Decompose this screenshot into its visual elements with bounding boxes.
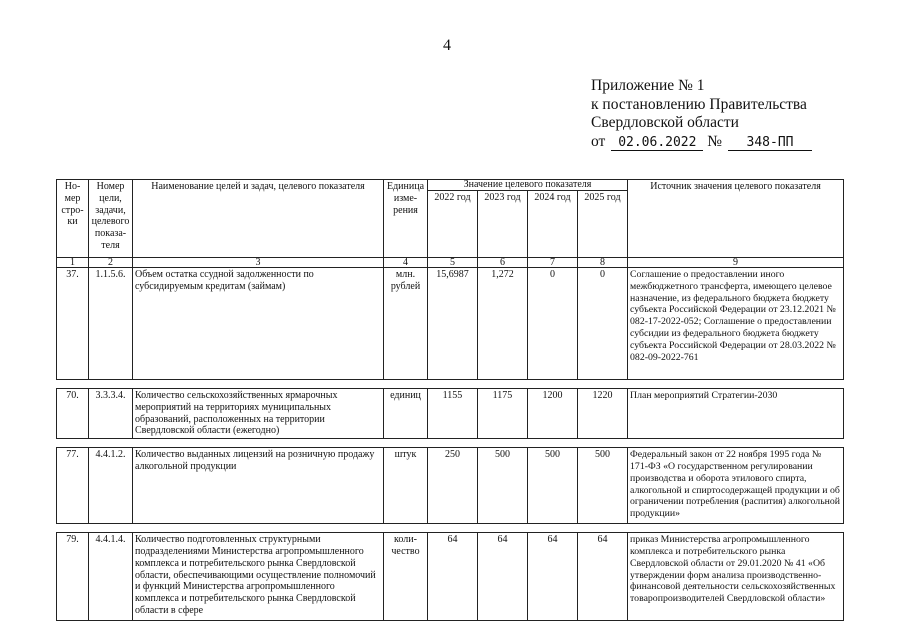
from-label: от (591, 132, 606, 150)
column-number: 3 (133, 258, 384, 268)
value-2024: 1200 (528, 389, 578, 439)
indicators-table (56, 179, 844, 621)
goal-code: 3.3.3.4. (89, 389, 133, 439)
row-number: 77. (57, 448, 89, 524)
table-row (57, 389, 844, 439)
unit: млн. рублей (384, 268, 428, 380)
header-row-number: Но-мер стро-ки (57, 180, 89, 258)
value-2022: 15,6987 (428, 268, 478, 380)
row-gap (57, 524, 844, 533)
page-number: 4 (443, 37, 451, 54)
header-row (57, 180, 844, 191)
appendix-line-3: Свердловской области (591, 114, 739, 131)
number-label: № (707, 132, 722, 150)
table-row (57, 533, 844, 621)
appendix-date-line (591, 133, 812, 152)
value-2025: 1220 (578, 389, 628, 439)
goal-code: 1.1.5.6. (89, 268, 133, 380)
source: План мероприятий Стратегии-2030 (628, 389, 844, 439)
decree-date: 02.06.2022 (611, 135, 703, 151)
value-2025: 500 (578, 448, 628, 524)
value-2022: 250 (428, 448, 478, 524)
value-2024: 500 (528, 448, 578, 524)
column-number: 6 (478, 258, 528, 268)
indicator-name: Количество сельскохозяйственных ярмарочных мероприятий на территориях муниципальных образований, расположенных на территории Свердловской области (ежегодно) (133, 389, 384, 439)
value-2023: 1,272 (478, 268, 528, 380)
column-number: 4 (384, 258, 428, 268)
value-2024: 0 (528, 268, 578, 380)
column-number: 2 (89, 258, 133, 268)
value-2022: 64 (428, 533, 478, 621)
goal-code: 4.4.1.4. (89, 533, 133, 621)
table-row (57, 268, 844, 380)
decree-number: 348-ПП (728, 135, 812, 151)
value-2024: 64 (528, 533, 578, 621)
column-number: 7 (528, 258, 578, 268)
column-numbers-row (57, 258, 844, 268)
value-2023: 500 (478, 448, 528, 524)
row-number: 79. (57, 533, 89, 621)
indicator-name: Количество подготовленных структурными подразделениями Министерства агропромышленного комплекса и потребительского рынка Свердловской области, обеспечивающими осуществление полномочий и функций Министерства агропромышленного комплекса и потребительского рынка Свердловской области в сфере (133, 533, 384, 621)
unit: единиц (384, 389, 428, 439)
source: Федеральный закон от 22 ноября 1995 года № 171-ФЗ «О государственном регулировании производства и оборота этилового спирта, алкогольной и спиртосодержащей продукции и об ограничении потребления (распития) алкогольной продукции» (628, 448, 844, 524)
header-year-2023: 2023 год (478, 191, 528, 258)
value-2023: 1175 (478, 389, 528, 439)
source: приказ Министерства агропромышленного комплекса и потребительского рынка Свердловской области от 29.01.2020 № 41 «Об утверждении форм анализа производственно-финансовой деятельности сельскохозяйственных товаропроизводителей Свердловской области» (628, 533, 844, 621)
appendix-header (591, 77, 812, 151)
value-2023: 64 (478, 533, 528, 621)
header-goal-number: Номер цели, задачи, целевого показа-теля (89, 180, 133, 258)
header-year-2022: 2022 год (428, 191, 478, 258)
table-row (57, 448, 844, 524)
row-gap (57, 439, 844, 448)
indicator-name: Объем остатка ссудной задолженности по субсидируемым кредитам (займам) (133, 268, 384, 380)
header-unit: Единица изме-рения (384, 180, 428, 258)
unit: коли-чество (384, 533, 428, 621)
value-2022: 1155 (428, 389, 478, 439)
column-number: 1 (57, 258, 89, 268)
header-year-2025: 2025 год (578, 191, 628, 258)
row-gap (57, 380, 844, 389)
header-name: Наименование целей и задач, целевого показателя (133, 180, 384, 258)
source: Соглашение о предоставлении иного межбюджетного трансферта, имеющего целевое назначение, из федерального бюджета бюджету субъекта Российской Федерации от 23.12.2021 № 082-17-2022-052; Соглашение о предоставлении субсидии из федерального бюджета бюджету субъекта Российской Федерации от 28.03.2022 № 082-09-2022-761 (628, 268, 844, 380)
header-year-2024: 2024 год (528, 191, 578, 258)
appendix-line-2: к постановлению Правительства (591, 95, 807, 113)
row-number: 70. (57, 389, 89, 439)
row-number: 37. (57, 268, 89, 380)
header-source: Источник значения целевого показателя (628, 180, 844, 258)
column-number: 5 (428, 258, 478, 268)
header-value-group: Значение целевого показателя (428, 180, 628, 191)
goal-code: 4.4.1.2. (89, 448, 133, 524)
column-number: 9 (628, 258, 844, 268)
indicator-name: Количество выданных лицензий на розничную продажу алкогольной продукции (133, 448, 384, 524)
appendix-line-1: Приложение № 1 (591, 77, 705, 94)
column-number: 8 (578, 258, 628, 268)
value-2025: 64 (578, 533, 628, 621)
value-2025: 0 (578, 268, 628, 380)
unit: штук (384, 448, 428, 524)
